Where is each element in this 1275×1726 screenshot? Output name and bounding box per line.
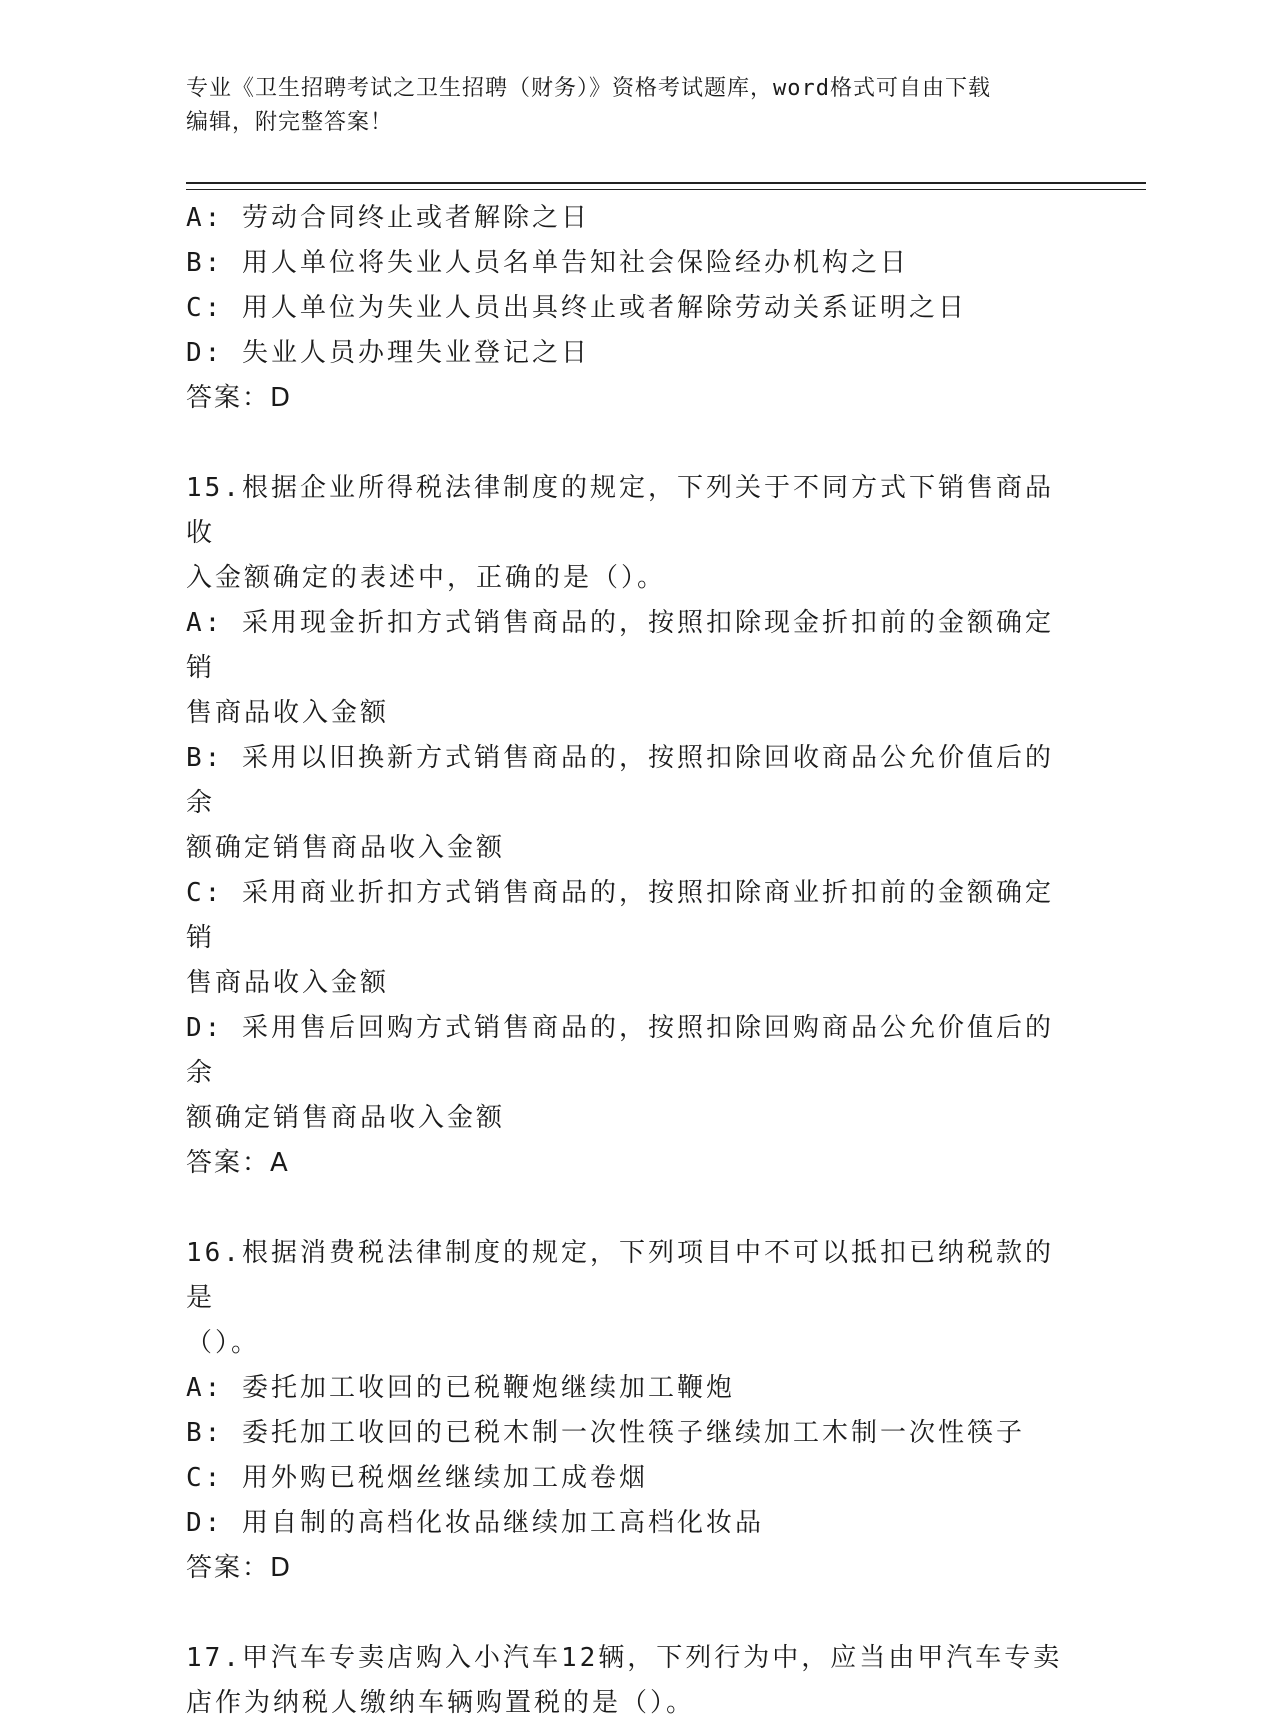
question-stem-line: 17.甲汽车专卖店购入小汽车12辆，下列行为中，应当由甲汽车专卖	[186, 1643, 1063, 1673]
question-14-block	[186, 196, 1066, 421]
document-page	[186, 72, 1146, 1726]
document-header	[186, 72, 1066, 140]
question-15-block	[186, 466, 1066, 1186]
question-stem-line: （）。	[186, 1328, 261, 1358]
option-b: B: 委托加工收回的已税木制一次性筷子继续加工木制一次性筷子	[186, 1418, 1025, 1448]
option-c-continued: 售商品收入金额	[186, 968, 390, 998]
option-a: A: 劳动合同终止或者解除之日	[186, 203, 590, 233]
option-d: D: 失业人员办理失业登记之日	[186, 338, 590, 368]
question-stem-line: 15.根据企业所得税法律制度的规定，下列关于不同方式下销售商品收	[186, 473, 1054, 548]
question-16-block	[186, 1231, 1066, 1591]
answer: 答案：D	[186, 383, 293, 413]
header-line-1: 专业《卫生招聘考试之卫生招聘（财务）》资格考试题库，word格式可自由下载	[186, 76, 991, 101]
option-a-continued: 售商品收入金额	[186, 698, 390, 728]
option-b: B: 用人单位将失业人员名单告知社会保险经办机构之日	[186, 248, 909, 278]
question-stem-line: 店作为纳税人缴纳车辆购置税的是（）。	[186, 1688, 696, 1718]
answer: 答案：D	[186, 1553, 293, 1583]
answer: 答案：A	[186, 1148, 290, 1178]
option-c: C: 用人单位为失业人员出具终止或者解除劳动关系证明之日	[186, 293, 967, 323]
option-d: D: 用自制的高档化妆品继续加工高档化妆品	[186, 1508, 764, 1538]
option-c: C: 采用商业折扣方式销售商品的，按照扣除商业折扣前的金额确定销	[186, 878, 1054, 953]
option-d-continued: 额确定销售商品收入金额	[186, 1103, 506, 1133]
option-a: A: 委托加工收回的已税鞭炮继续加工鞭炮	[186, 1373, 735, 1403]
option-d: D: 采用售后回购方式销售商品的，按照扣除回购商品公允价值后的余	[186, 1013, 1054, 1088]
option-b-continued: 额确定销售商品收入金额	[186, 833, 506, 863]
option-a: A: 采用现金折扣方式销售商品的，按照扣除现金折扣前的金额确定销	[186, 608, 1054, 683]
question-stem-line: 入金额确定的表述中，正确的是（）。	[186, 563, 667, 593]
option-b: B: 采用以旧换新方式销售商品的，按照扣除回收商品公允价值后的余	[186, 743, 1054, 818]
option-c: C: 用外购已税烟丝继续加工成卷烟	[186, 1463, 648, 1493]
header-divider	[186, 182, 1146, 190]
header-line-2: 编辑，附完整答案！	[186, 110, 394, 135]
question-stem-line: 16.根据消费税法律制度的规定，下列项目中不可以抵扣已纳税款的是	[186, 1238, 1054, 1313]
